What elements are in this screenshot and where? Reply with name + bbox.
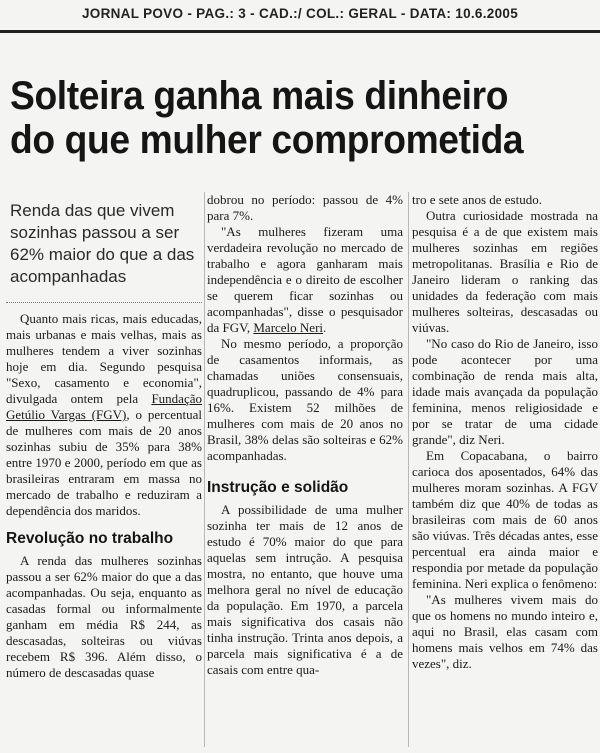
column-divider-1 — [204, 192, 205, 747]
paragraph-renda: A renda das mulheres sozinhas passou a ser 62% maior do que a das acompanhadas. Ou seja, enquanto as casadas formal ou informalmente ganham em média R$ 244, as descasadas, solteiras ou viúvas recebem R$ 396. Além disso, o número de descasadas quase — [6, 553, 202, 680]
subhead-revolucao: Revolução no trabalho — [6, 530, 174, 547]
quote-neri-text-a: "As mulheres fizeram uma verdadeira revolução no mercado de trabalho e agora ganharam mais independência e o direito de escolher se querem ficar sozinhas ou acompanhadas", disse o pesquisador da FGV, — [207, 224, 403, 335]
paragraph-intro-text-b: , o percentual de mulheres com mais de 20 anos sozinhas subiu de 35% para 38% entre 1970 e 2000, período em que as brasileiras entraram em massa no mercado de trabalho e reduziram a dependência dos maridos. — [6, 407, 202, 518]
column-1 — [6, 192, 202, 681]
paragraph-instrucao-continued: tro e sete anos de estudo. — [412, 192, 542, 207]
column-2 — [207, 192, 403, 678]
clipping-header: JORNAL POVO - PAG.: 3 - CAD.:/ COL.: GERAL - DATA: 10.6.2005 — [81, 6, 519, 21]
column-3 — [412, 192, 598, 672]
paragraph-copacabana: Em Copacabana, o bairro carioca dos aposentados, 64% das mulheres moram sozinhas. A FGV também diz que 40% de todas as brasileiras com mais de 60 anos são viúvas. Três décadas antes, esse percentual era ainda maior e respondia por metade da população feminina. Neri explica o fenômeno: — [412, 448, 598, 591]
paragraph-casamentos: No mesmo período, a proporção de casamentos informais, as chamadas uniões consensuais, quadruplicou, passando de 4% para 16%. Existem 52 milhões de mulheres com mais de 20 anos no Brasil, 38% delas são solteiras e 62% acompanhadas. — [207, 336, 403, 463]
paragraph-curiosidade: Outra curiosidade mostrada na pesquisa é a de que existem mais mulheres sozinhas em regiões metropolitanas. Brasília e Rio de Janeiro lideram o ranking das unidades da federação com mais mulheres solteiras, descasadas ou viúvas. — [412, 208, 598, 335]
paragraph-rio: "No caso do Rio de Janeiro, isso pode acontecer por uma combinação de renda mais alta, idade mais avançada da população feminina, menos religiosidade e por se tratar de uma cidade grande", diz Neri. — [412, 336, 598, 447]
researcher-name: Marcelo Neri — [253, 320, 324, 335]
header-rule — [0, 30, 600, 33]
headline — [10, 74, 554, 162]
headline-line-1: Solteira ganha mais dinheiro — [10, 74, 509, 118]
subhead-instrucao: Instrução e solidão — [207, 479, 349, 496]
deck-subtitle: Renda das que vivem sozinhas passou a ser 62% maior do que a das acompanhadas — [10, 201, 195, 286]
headline-line-2: do que mulher comprometida — [10, 118, 524, 162]
paragraph-intro-text-a: Quanto mais ricas, mais educadas, mais urbanas e mais velhas, mais as mulheres tendem a viver sozinhas hoje em dia. Segundo pesquisa "Sexo, casamento e economia", divulgada ontem pela — [6, 311, 202, 406]
paragraph-quote-neri — [207, 224, 403, 336]
column-divider-2 — [408, 192, 409, 747]
paragraph-quote-final: "As mulheres vivem mais do que os homens no mundo inteiro e, aqui no Brasil, elas casam com homens mais velhos em 74% das vezes", diz. — [412, 592, 598, 671]
quote-neri-text-b: . — [323, 320, 327, 335]
paragraph-intro — [6, 311, 202, 519]
paragraph-renda-continued: dobrou no período: passou de 4% para 7%. — [207, 192, 403, 223]
paragraph-instrucao: A possibilidade de uma mulher sozinha ter mais de 12 anos de estudo é 70% maior do que para aquelas sem intrução. A pesquisa mostra, no entanto, que houve uma melhora geral no nível de educação da população. Em 1970, a parcela mais significativa dos casais não tinha instrução. Trinta anos depois, a parcela mais significativa é a de casais com entre qua- — [207, 502, 403, 677]
deck-divider — [6, 302, 202, 303]
fgv-name: Fundação Getúlio Vargas (FGV) — [6, 391, 202, 422]
